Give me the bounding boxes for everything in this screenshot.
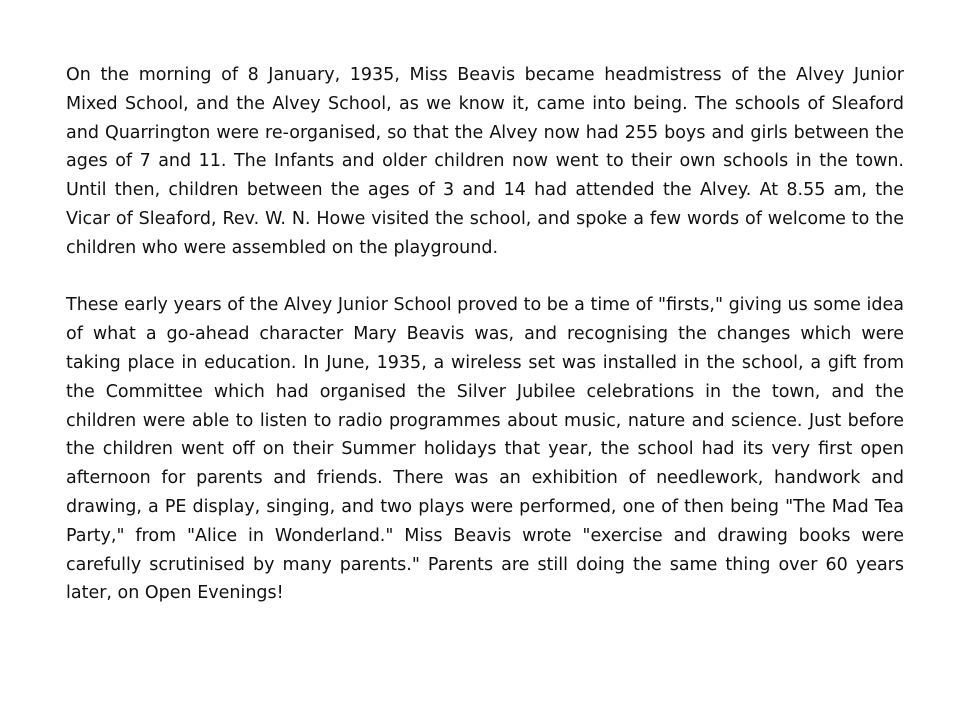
paragraph-1: On the morning of 8 January, 1935, Miss Beavis became headmistress of the Alvey Junior Mixed School, and the Alvey School, as we know it, came into being. The schools of Sleaford and Quarrington were re-organised, so that the Alvey now had 255 boys and girls between the ages of 7 and 11. The Infants and older children now went to their own schools in the town. Until then, children between the ages of 3 and 14 had attended the Alvey. At 8.55 am, the Vicar of Sleaford, Rev. W. N. Howe visited the school, and spoke a few words of welcome to the children who were assembled on the playground. [66, 65, 904, 258]
paragraph-2: These early years of the Alvey Junior School proved to be a time of "firsts," giving us some idea of what a go-ahead character Mary Beavis was, and recognising the changes which were taking place in education. In June, 1935, a wireless set was installed in the school, a gift from the Committee which had organised the Silver Jubilee celebrations in the town, and the children were able to listen to radio programmes about music, nature and science. Just before the children went off on their Summer holidays that year, the school had its very first open afternoon for parents and friends. There was an exhibition of needlework, handwork and drawing, a PE display, singing, and two plays were performed, one of then being "The Mad Tea Party," from "Alice in Wonderland." Miss Beavis wrote "exercise and drawing books were carefully scrutinised by many parents." Parents are still doing the same thing over 60 years later, on Open Evenings! [66, 295, 904, 604]
text-body [66, 61, 904, 608]
